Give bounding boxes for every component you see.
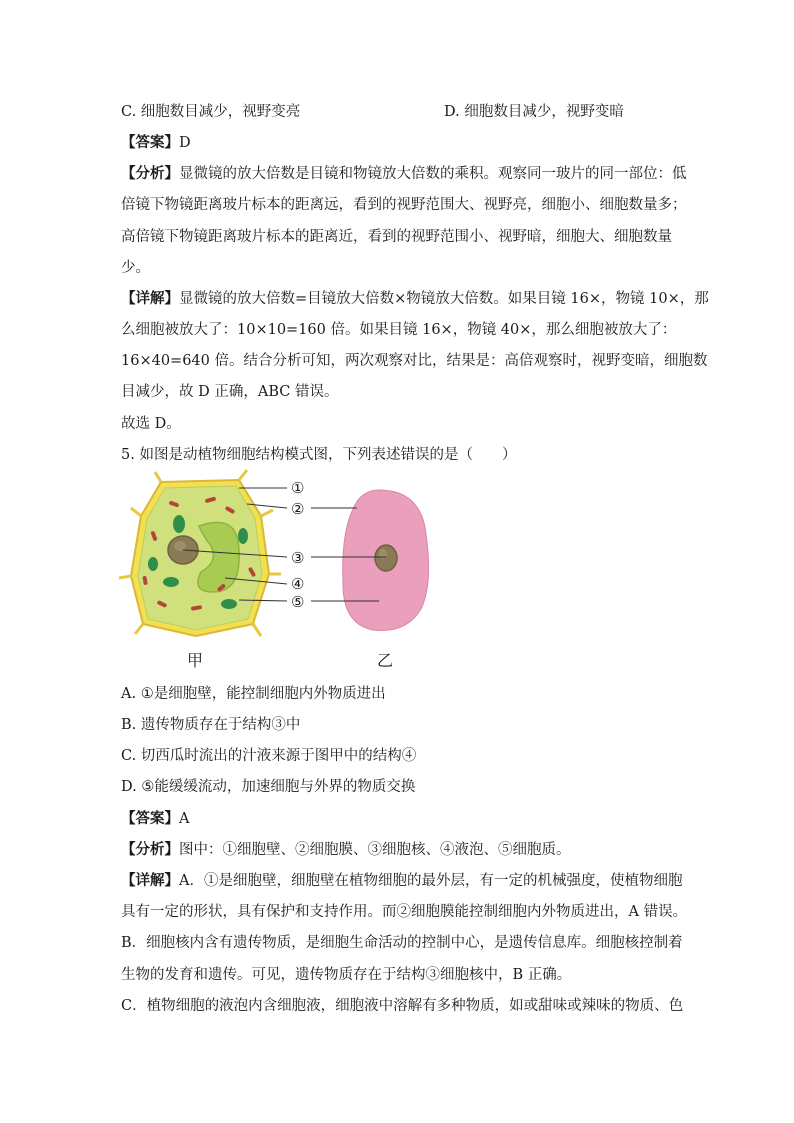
- analysis-line-1: [121, 164, 687, 184]
- detail-line-2: 么细胞被放大了：10×10=160 倍。如果目镜 16×，物镜 40×，那么细胞被放大了：: [121, 322, 677, 338]
- option-a: A. ①是细胞壁，能控制细胞内外物质进出: [121, 686, 386, 702]
- conclusion-line: 故选 D。: [121, 416, 181, 432]
- cell-diagram: [121, 474, 461, 674]
- analysis-line-2: 倍镜下物镜距离玻片标本的距离远，看到的视野范围大、视野亮，细胞小、细胞数量多；: [121, 197, 687, 213]
- animal-cell: [343, 490, 429, 631]
- caption-animal: 乙: [377, 651, 394, 670]
- analysis-line-4: 少。: [121, 260, 150, 276]
- answer-tag: 【答案】: [121, 810, 179, 827]
- chloroplast: [238, 528, 248, 544]
- label-5: ⑤: [291, 593, 305, 611]
- analysis-tag: 【分析】: [121, 841, 179, 858]
- analysis-line-q5: [121, 840, 571, 860]
- chloroplast: [148, 557, 158, 571]
- detail-line-4: 目减少，故 D 正确，ABC 错误。: [121, 384, 339, 400]
- label-2: ②: [291, 500, 305, 518]
- detail-tag: 【详解】: [121, 872, 179, 889]
- option-c: C. 细胞数目减少，视野变亮: [121, 104, 301, 120]
- label-4: ④: [291, 575, 305, 593]
- detail-tag: 【详解】: [121, 290, 179, 307]
- option-c-q5: C. 切西瓜时流出的汁液来源于图甲中的结构④: [121, 748, 417, 764]
- chloroplast: [173, 515, 185, 533]
- answer-line: [121, 133, 191, 153]
- option-b: B. 遗传物质存在于结构③中: [121, 717, 301, 733]
- detail-line-1: [121, 289, 709, 309]
- caption-plant: 甲: [187, 651, 204, 670]
- option-d-q5: D. ⑤能缓缓流动，加速细胞与外界的物质交换: [121, 779, 416, 795]
- plant-cell: [119, 470, 281, 636]
- chloroplast: [163, 577, 179, 587]
- detail-line-q5-1: [121, 871, 682, 891]
- answer-line-q5: [121, 809, 189, 829]
- analysis-text: 显微镜的放大倍数是目镜和物镜放大倍数的乘积。观察同一玻片的同一部位：低: [179, 166, 687, 182]
- chloroplast: [221, 599, 237, 609]
- detail-line-3: 16×40=640 倍。结合分析可知，两次观察对比，结果是：高倍观察时，视野变暗，细胞数: [121, 353, 708, 369]
- analysis-tag: 【分析】: [121, 165, 179, 182]
- detail-line-q5-4: 生物的发育和遗传。可见，遗传物质存在于结构③细胞核中，B 正确。: [121, 967, 572, 983]
- answer-tag: 【答案】: [121, 134, 179, 151]
- analysis-line-3: 高倍镜下物镜距离玻片标本的距离近，看到的视野范围小、视野暗，细胞大、细胞数量: [121, 229, 672, 245]
- answer-value: D: [179, 135, 191, 151]
- label-1: ①: [291, 479, 305, 497]
- option-d: D. 细胞数目减少，视野变暗: [444, 104, 624, 120]
- detail-line-q5-2: 具有一定的形状，具有保护和支持作用。而②细胞膜能控制细胞内外物质进出，A 错误。: [121, 904, 688, 920]
- detail-line-q5-5: C．植物细胞的液泡内含细胞液，细胞液中溶解有多种物质，如或甜味或辣味的物质、色: [121, 998, 684, 1014]
- answer-value: A: [179, 811, 190, 827]
- nucleus-highlight: [174, 541, 186, 551]
- analysis-text: 图中：①细胞壁、②细胞膜、③细胞核、④液泡、⑤细胞质。: [179, 842, 571, 858]
- animal-nucleus: [375, 545, 397, 571]
- label-3: ③: [291, 549, 305, 567]
- detail-text: A．①是细胞壁，细胞壁在植物细胞的最外层，有一定的机械强度，使植物细胞: [179, 873, 683, 889]
- detail-text: 显微镜的放大倍数=目镜放大倍数×物镜放大倍数。如果目镜 16×，物镜 10×，那: [179, 291, 709, 307]
- detail-line-q5-3: B．细胞核内含有遗传物质，是细胞生命活动的控制中心，是遗传信息库。细胞核控制着: [121, 935, 683, 951]
- question-stem: 5. 如图是动植物细胞结构模式图，下列表述错误的是（ ）: [121, 447, 517, 463]
